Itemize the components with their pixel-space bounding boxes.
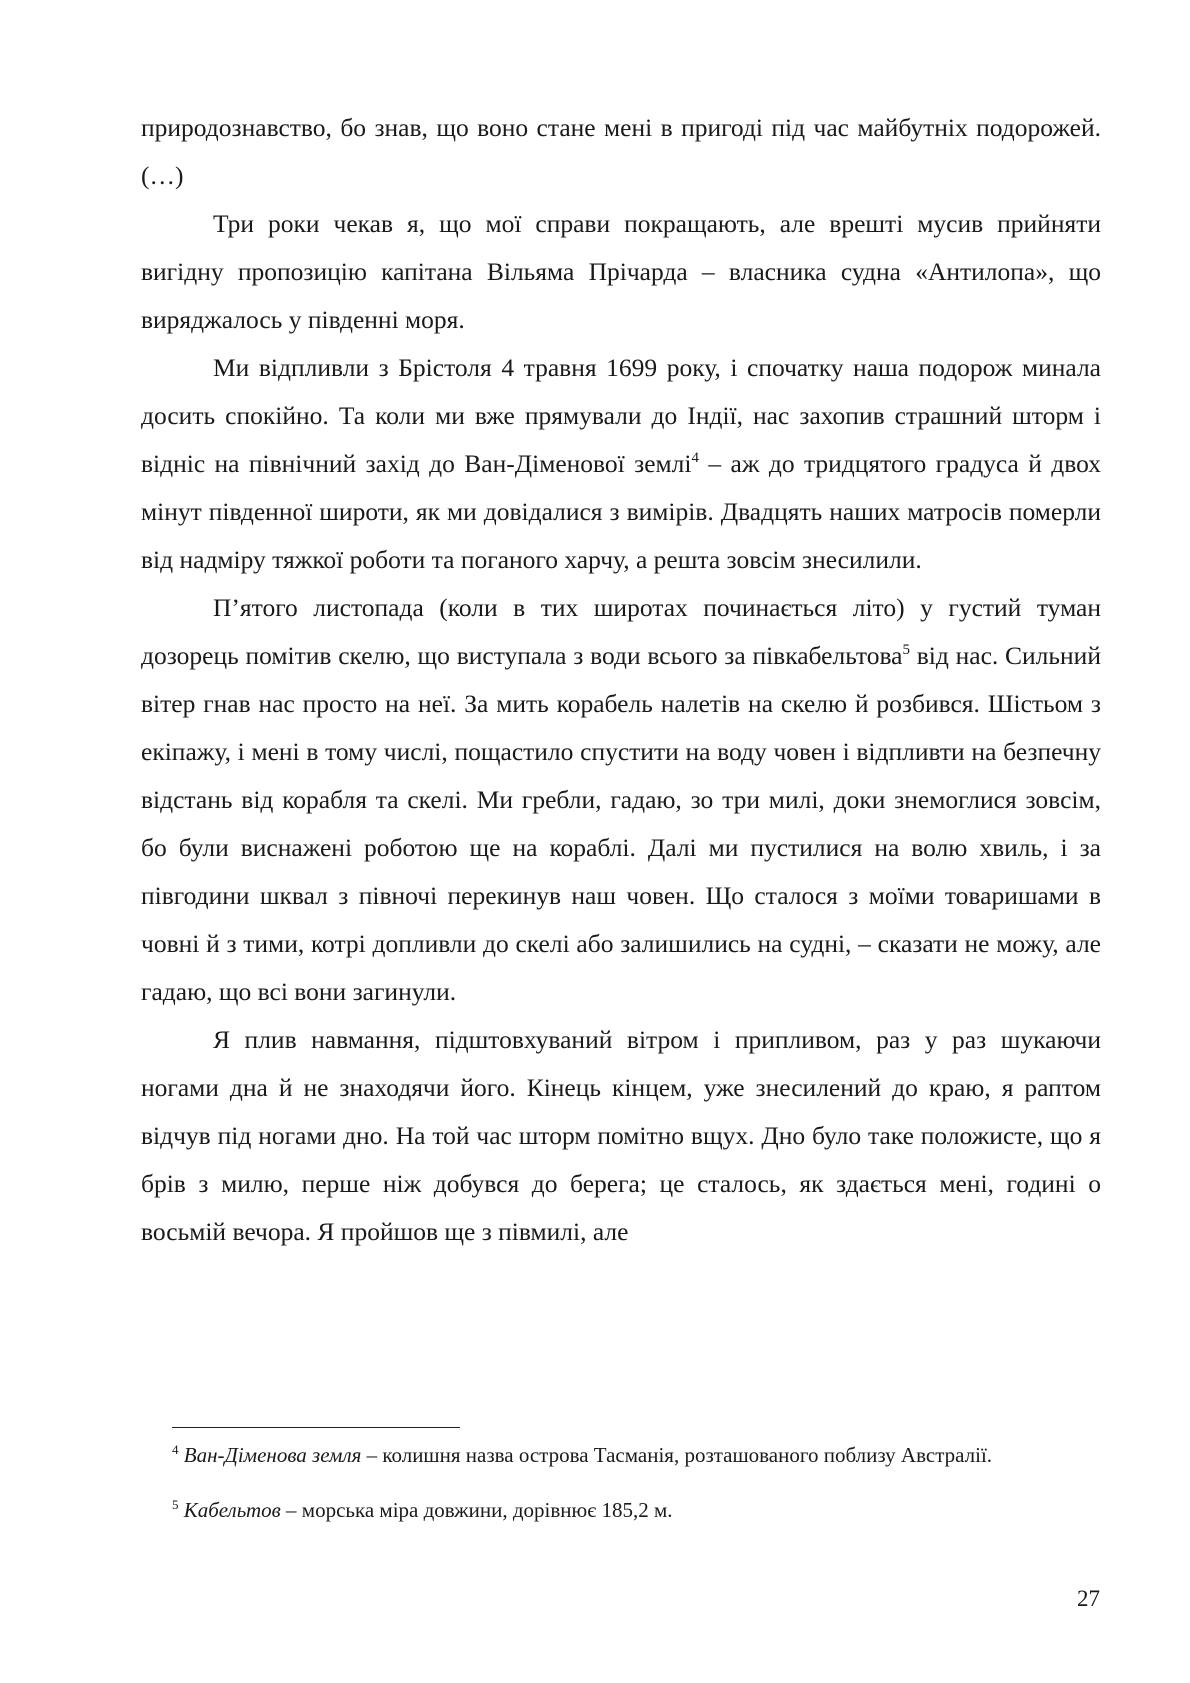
paragraph-text: природознавство, бо знав, що воно стане мені в пригоді під час майбутніх подорожей. (…) [141, 113, 1101, 190]
paragraph-4 [141, 584, 1101, 1016]
paragraph-text: – аж до тридцятого градуса й двох мінут південної широти, як ми довідалися з вимірів. Двадцять наших матросів померли від надміру тяжкої роботи та поганого харчу, а решта зовсім знесилили. [141, 449, 1102, 574]
page-number: 27 [1077, 1586, 1100, 1611]
footnote-marker: 5 [172, 1497, 179, 1512]
footnote-term: Кабельтов [183, 1498, 281, 1522]
paragraph-5 [141, 1016, 1101, 1256]
paragraph-text: П’ятого листопада (коли в тих широтах починається літо) у густий туман дозорець помітив скелю, що виступала з води всього за півкабельтова [141, 593, 1101, 670]
paragraph-text: Три роки чекав я, що мої справи покращають, але врешті мусив прийняти вигідну пропозицію капітана Вільяма Прічарда – власника судна «Антилопа», що виряджалось у південні моря. [141, 209, 1101, 334]
footnote-ref-4[interactable]: 4 [691, 450, 699, 466]
footnote-term: Ван-Діменова земля [183, 1443, 362, 1467]
footnotes [172, 1439, 1052, 1549]
footnote-separator [172, 1427, 460, 1428]
paragraph-3 [141, 344, 1101, 584]
footnote-marker: 4 [172, 1442, 179, 1457]
paragraph-text: Я плив навмання, підштовхуваний вітром і припливом, раз у раз шукаючи ногами дна й не знаходячи його. Кінець кінцем, уже знесилений до краю, я раптом відчув під ногами дно. На той час шторм помітно вщух. Дно було таке положисте, що я брів з милю, перше ніж добувся до берега; це сталось, як здається мені, годині о восьмій вечора. Я пройшов ще з півмилі, але [141, 1025, 1101, 1246]
paragraph-2 [141, 200, 1101, 344]
footnote-5 [172, 1494, 1052, 1527]
paragraph-text: Ми відпливли з Брістоля 4 травня 1699 року, і спочатку наша подорож минала досить спокійно. Та коли ми вже прямували до Індії, нас захопив страшний шторм і відніс на північний захід до Ван-Діменової землі [141, 353, 1101, 478]
footnote-4 [172, 1439, 1052, 1472]
paragraph-1 [141, 104, 1101, 200]
footnote-definition: – морська міра довжини, дорівнює 185,2 м. [280, 1498, 673, 1522]
paragraph-text: від нас. Сильний вітер гнав нас просто на неї. За мить корабель налетів на скелю й розбився. Шістьом з екіпажу, і мені в тому числі, пощастило спустити на воду човен і відпливти на безпечну відстань від корабля та скелі. Ми гребли, гадаю, зо три милі, доки знемоглися зовсім, бо були виснажені роботою ще на кораблі. Далі ми пустилися на волю хвиль, і за півгодини шквал з півночі перекинув наш човен. Що сталося з моїми товаришами в човні й з тими, котрі допливли до скелі або залишились на судні, – сказати не можу, але гадаю, що всі вони загинули. [141, 641, 1101, 1006]
main-text [141, 104, 1101, 1256]
footnote-ref-5[interactable]: 5 [902, 642, 910, 658]
footnote-definition: – колишня назва острова Тасманія, розташованого поблизу Австралії. [361, 1443, 993, 1467]
